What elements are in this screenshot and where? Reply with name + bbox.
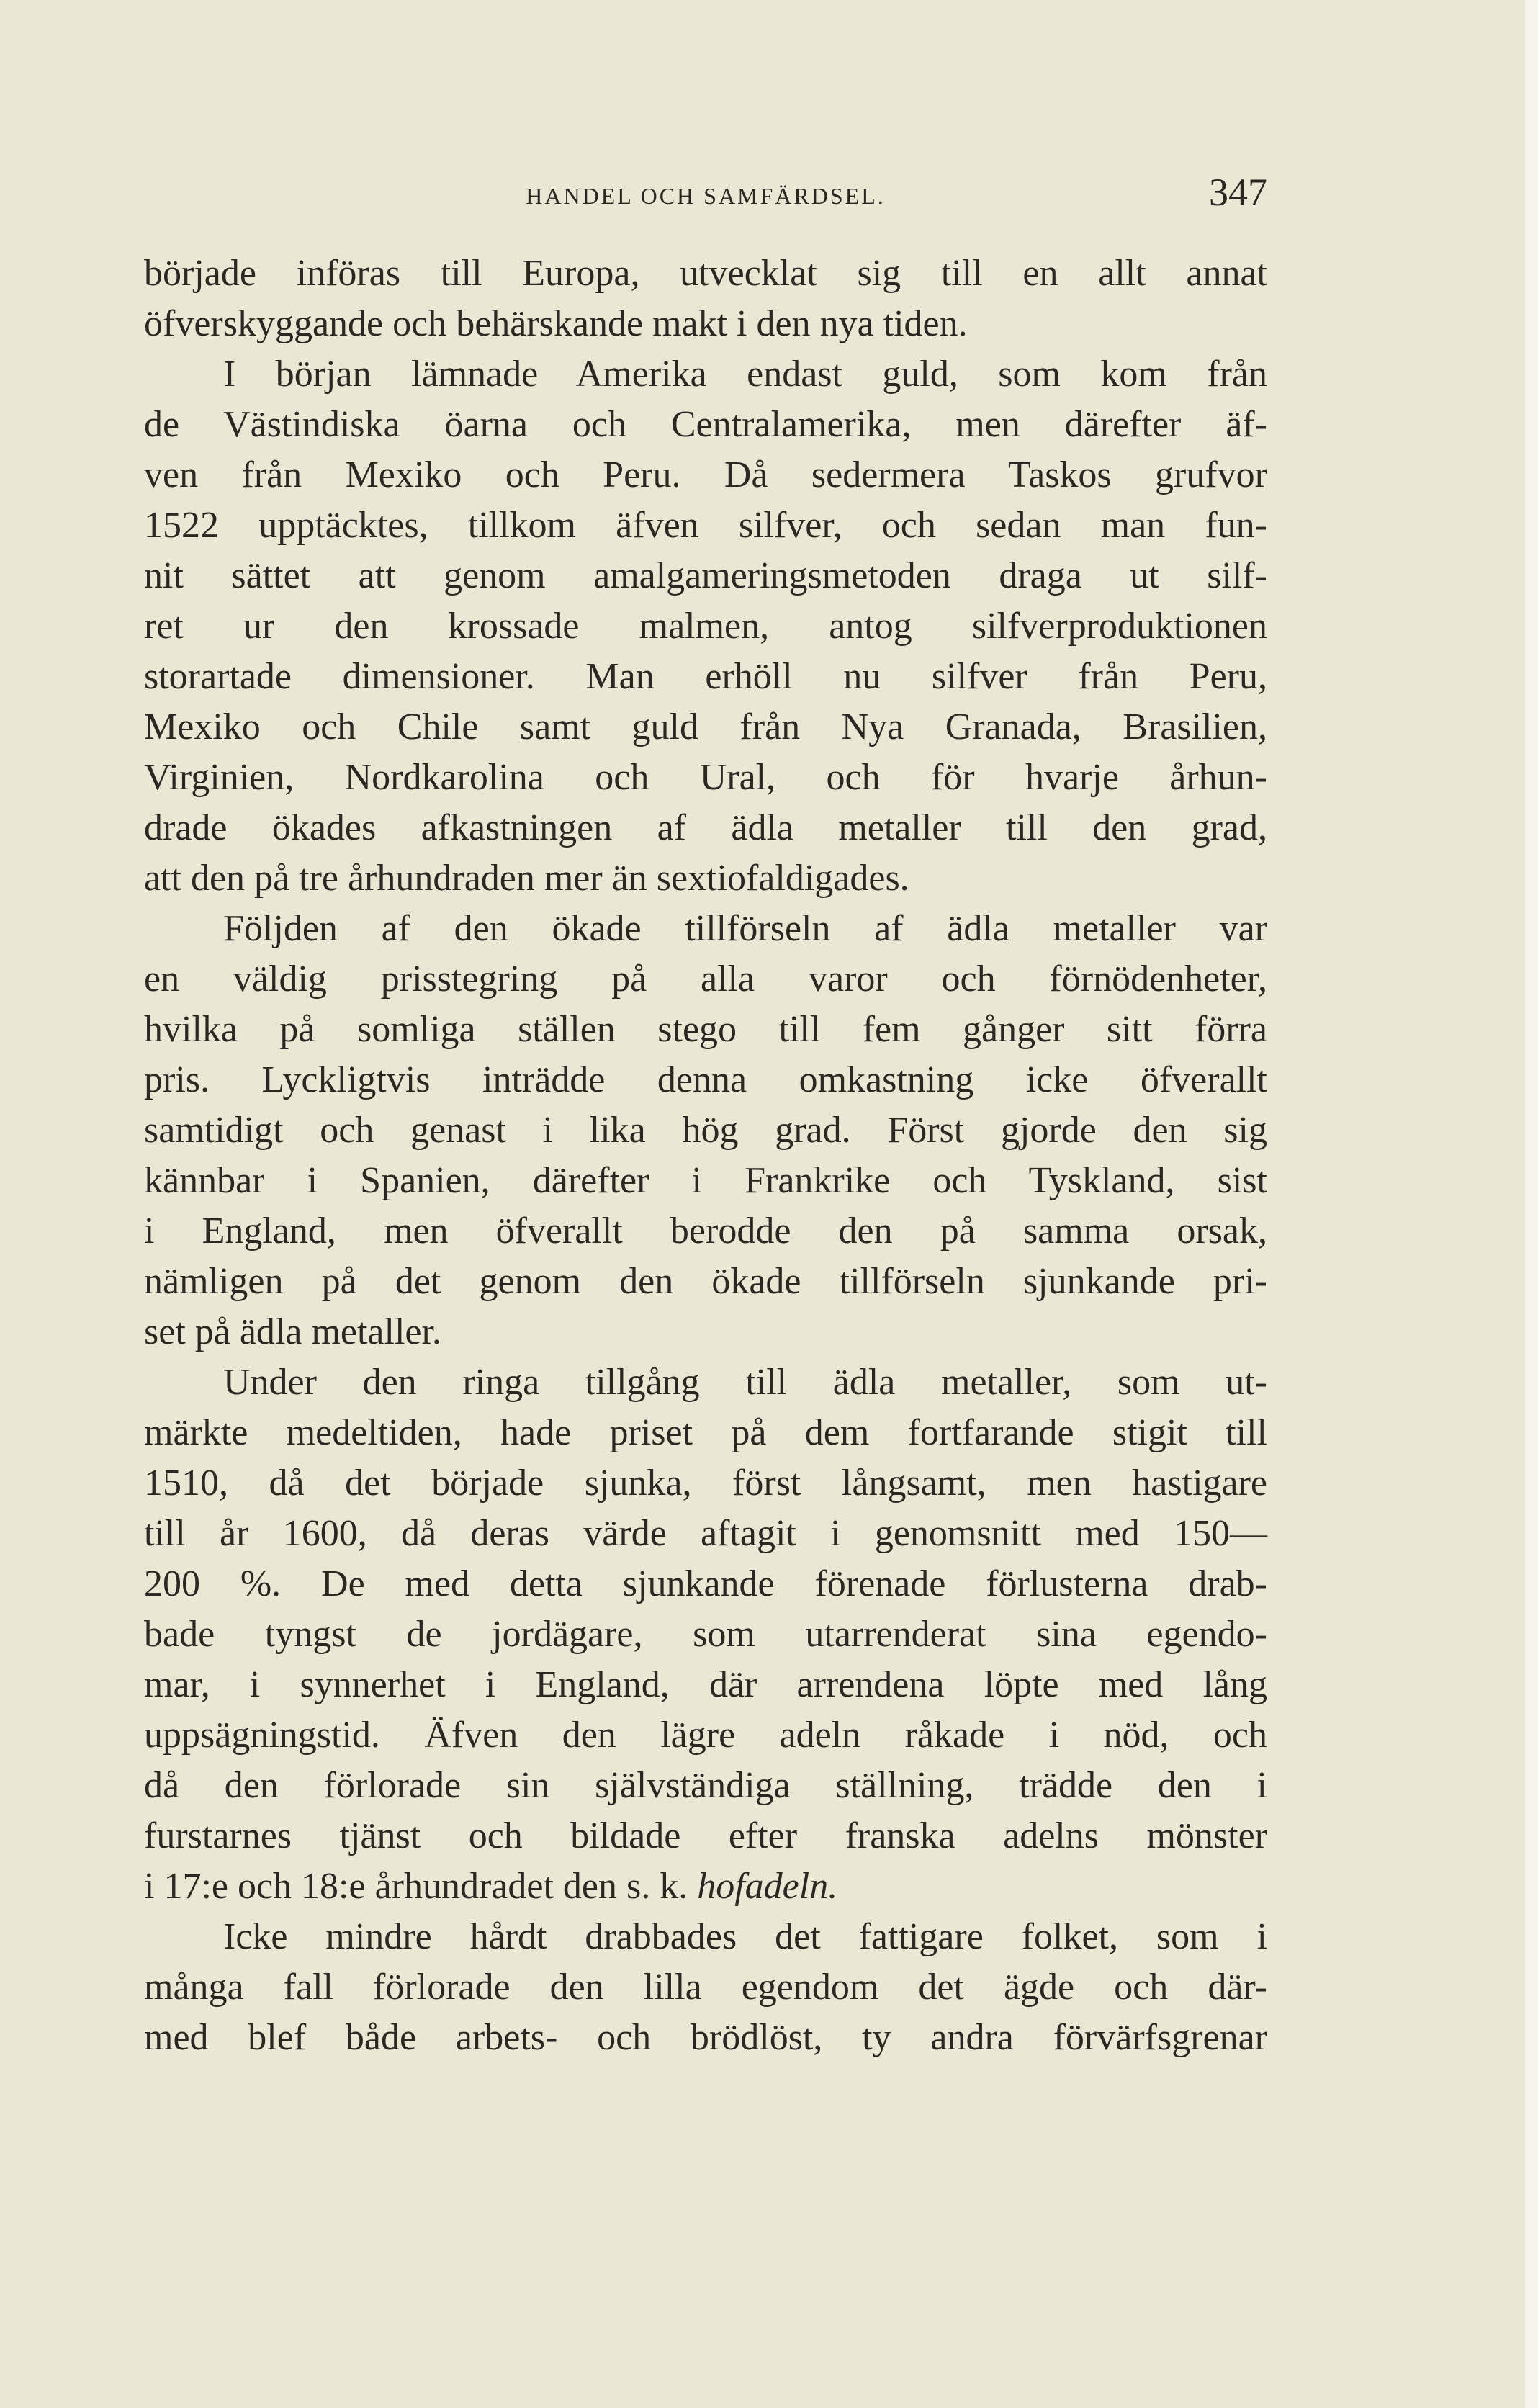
text-line: 1510, då det började sjunka, först långsamt, men hastigare — [144, 1463, 1267, 1504]
text-line: pris. Lyckligtvis inträdde denna omkastning icke öfverallt — [144, 1059, 1267, 1100]
text-line: med blef både arbets- och brödlöst, ty andra förvärfsgrenar — [144, 2017, 1267, 2058]
text-line: storartade dimensioner. Man erhöll nu silfver från Peru, — [144, 656, 1267, 697]
italic-term: hofadeln. — [697, 1866, 838, 1907]
text-line: Under den ringa tillgång till ädla metaller, som ut- — [223, 1362, 1267, 1403]
text-line: 200 %. De med detta sjunkande förenade förlusterna drab- — [144, 1563, 1267, 1604]
text-line: ven från Mexiko och Peru. Då sedermera Taskos grufvor — [144, 454, 1267, 495]
text-line: set på ädla metaller. — [144, 1311, 441, 1352]
text-line: många fall förlorade den lilla egendom det ägde och där- — [144, 1967, 1267, 2008]
text-line: hvilka på somliga ställen stego till fem gånger sitt förra — [144, 1009, 1267, 1050]
text-line: märkte medeltiden, hade priset på dem fortfarande stigit till — [144, 1412, 1267, 1453]
text-line: de Västindiska öarna och Centralamerika, men därefter äf- — [144, 404, 1267, 445]
body-text — [144, 248, 1267, 2063]
text-line: i England, men öfverallt berodde den på samma orsak, — [144, 1210, 1267, 1252]
text-line: ret ur den krossade malmen, antog silfverproduktionen — [144, 606, 1267, 647]
text-line: furstarnes tjänst och bildade efter franska adelns mönster — [144, 1815, 1267, 1856]
text-line: drade ökades afkastningen af ädla metaller till den grad, — [144, 807, 1267, 848]
text-line: Följden af den ökade tillförseln af ädla metaller var — [223, 908, 1267, 949]
text-line: en väldig prisstegring på alla varor och förnödenheter, — [144, 958, 1267, 999]
page-header — [144, 170, 1267, 228]
text-line: I början lämnade Amerika endast guld, som kom från — [223, 354, 1267, 395]
text-line: nit sättet att genom amalgameringsmetoden draga ut silf- — [144, 555, 1267, 596]
text-line: Virginien, Nordkarolina och Ural, och för hvarje århun- — [144, 757, 1267, 798]
text-line: mar, i synnerhet i England, där arrendena löpte med lång — [144, 1664, 1267, 1705]
text-line: Mexiko och Chile samt guld från Nya Granada, Brasilien, — [144, 706, 1267, 747]
text-line: att den på tre århundraden mer än sextiofaldigades. — [144, 858, 909, 899]
text-line: Icke mindre hårdt drabbades det fattigare folket, som i — [223, 1916, 1267, 1957]
text-line: kännbar i Spanien, därefter i Frankrike och Tyskland, sist — [144, 1160, 1267, 1201]
text-line: nämligen på det genom den ökade tillförseln sjunkande pri- — [144, 1261, 1267, 1302]
running-title: HANDEL OCH SAMFÄRDSEL. — [526, 183, 886, 209]
text-line: 1522 upptäcktes, tillkom äfven silfver, och sedan man fun- — [144, 505, 1267, 546]
text-line: då den förlorade sin självständiga ställning, trädde den i — [144, 1765, 1267, 1806]
text-line: samtidigt och genast i lika hög grad. Först gjorde den sig — [144, 1110, 1267, 1151]
text-line: öfverskyggande och behärskande makt i den nya tiden. — [144, 303, 968, 344]
text-line-with-term — [144, 1861, 1267, 1912]
text-line: till år 1600, då deras värde aftagit i genomsnitt med 150— — [144, 1513, 1267, 1554]
text-line: uppsägningstid. Äfven den lägre adeln råkade i nöd, och — [144, 1715, 1267, 1756]
text-line: började införas till Europa, utvecklat sig till en allt annat — [144, 253, 1267, 294]
page-number: 347 — [1209, 171, 1267, 214]
page-edge — [1525, 0, 1538, 2408]
text-line: i 17:e och 18:e århundradet den s. k. — [144, 1866, 698, 1907]
text-line: bade tyngst de jordägare, som utarrenderat sina egendo- — [144, 1614, 1267, 1655]
